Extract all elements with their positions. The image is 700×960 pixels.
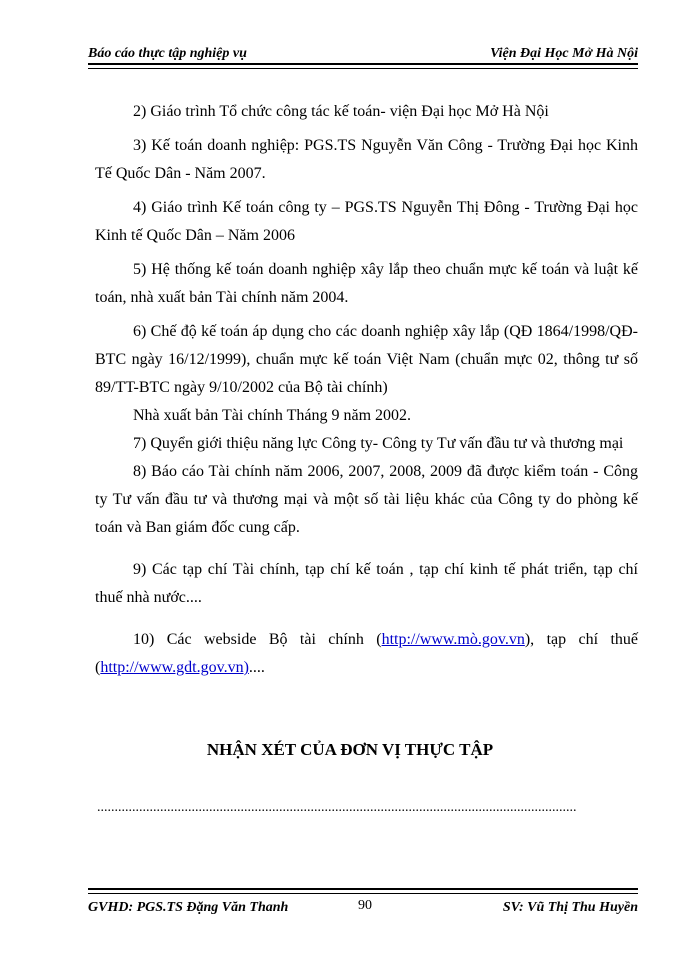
reference-item-10: [95, 626, 638, 682]
footer-supervisor: GVHD: PGS.TS Đặng Văn Thanh: [88, 900, 289, 915]
reference-item: 7) Quyển giới thiệu năng lực Công ty- Công ty Tư vấn đầu tư và thương mại: [133, 435, 624, 452]
page-number: 90: [358, 898, 372, 913]
reference-item: 8) Báo cáo Tài chính năm 2006, 2007, 2008, 2009 đã được kiểm toán - Công ty Tư vấn đầu tư và thương mại và một số tài liệu khác của Công ty do phòng kế toán và Ban giám đốc cung cấp.: [95, 463, 638, 536]
reference-list: [95, 98, 638, 682]
reference-item: 3) Kế toán doanh nghiệp: PGS.TS Nguyễn Văn Công - Trường Đại học Kinh Tế Quốc Dân - Năm 2007.: [95, 137, 638, 182]
page-header: [88, 38, 638, 62]
reference-item: Nhà xuất bản Tài chính Tháng 9 năm 2002.: [133, 407, 412, 424]
header-right-text: Viện Đại Học Mở Hà Nội: [490, 46, 638, 61]
reference-item: 6) Chế độ kế toán áp dụng cho các doanh nghiệp xây lắp (QĐ 1864/1998/QĐ-BTC ngày 16/12/1999), chuẩn mực kế toán Việt Nam (chuẩn mực 02, thông tư số 89/TT-BTC ngày 9/10/2002 của Bộ tài chính): [95, 323, 638, 396]
gdt-link[interactable]: http://www.gdt.gov.vn): [100, 659, 249, 676]
reference-item: 5) Hệ thống kế toán doanh nghiệp xây lắp theo chuẩn mực kế toán và luật kế toán, nhà xuất bản Tài chính năm 2004.: [95, 261, 638, 306]
item10-middle: ), tạp chí thuế (: [95, 631, 639, 676]
item10-prefix: 10) Các webside Bộ tài chính (: [133, 631, 382, 648]
mof-link[interactable]: http://www.mò.gov.vn: [381, 631, 525, 648]
section-title: NHẬN XÉT CỦA ĐƠN VỊ THỰC TẬP: [206, 740, 494, 759]
dotted-line: .........................................................................................................................................: [97, 800, 577, 815]
item10-suffix: ....: [248, 659, 265, 676]
reference-item: 4) Giáo trình Kế toán công ty – PGS.TS Nguyễn Thị Đông - Trường Đại học Kinh tế Quốc Dân – Năm 2006: [95, 199, 638, 244]
footer-student: SV: Vũ Thị Thu Huyền: [502, 900, 638, 915]
reference-item: 9) Các tạp chí Tài chính, tạp chí kế toán , tạp chí kinh tế phát triển, tạp chí thuế nhà nước....: [95, 561, 638, 606]
reference-item: 2) Giáo trình Tổ chức công tác kế toán- viện Đại học Mở Hà Nội: [133, 103, 549, 120]
header-rule: [88, 63, 638, 69]
header-left-text: Báo cáo thực tập nghiệp vụ: [88, 46, 247, 61]
